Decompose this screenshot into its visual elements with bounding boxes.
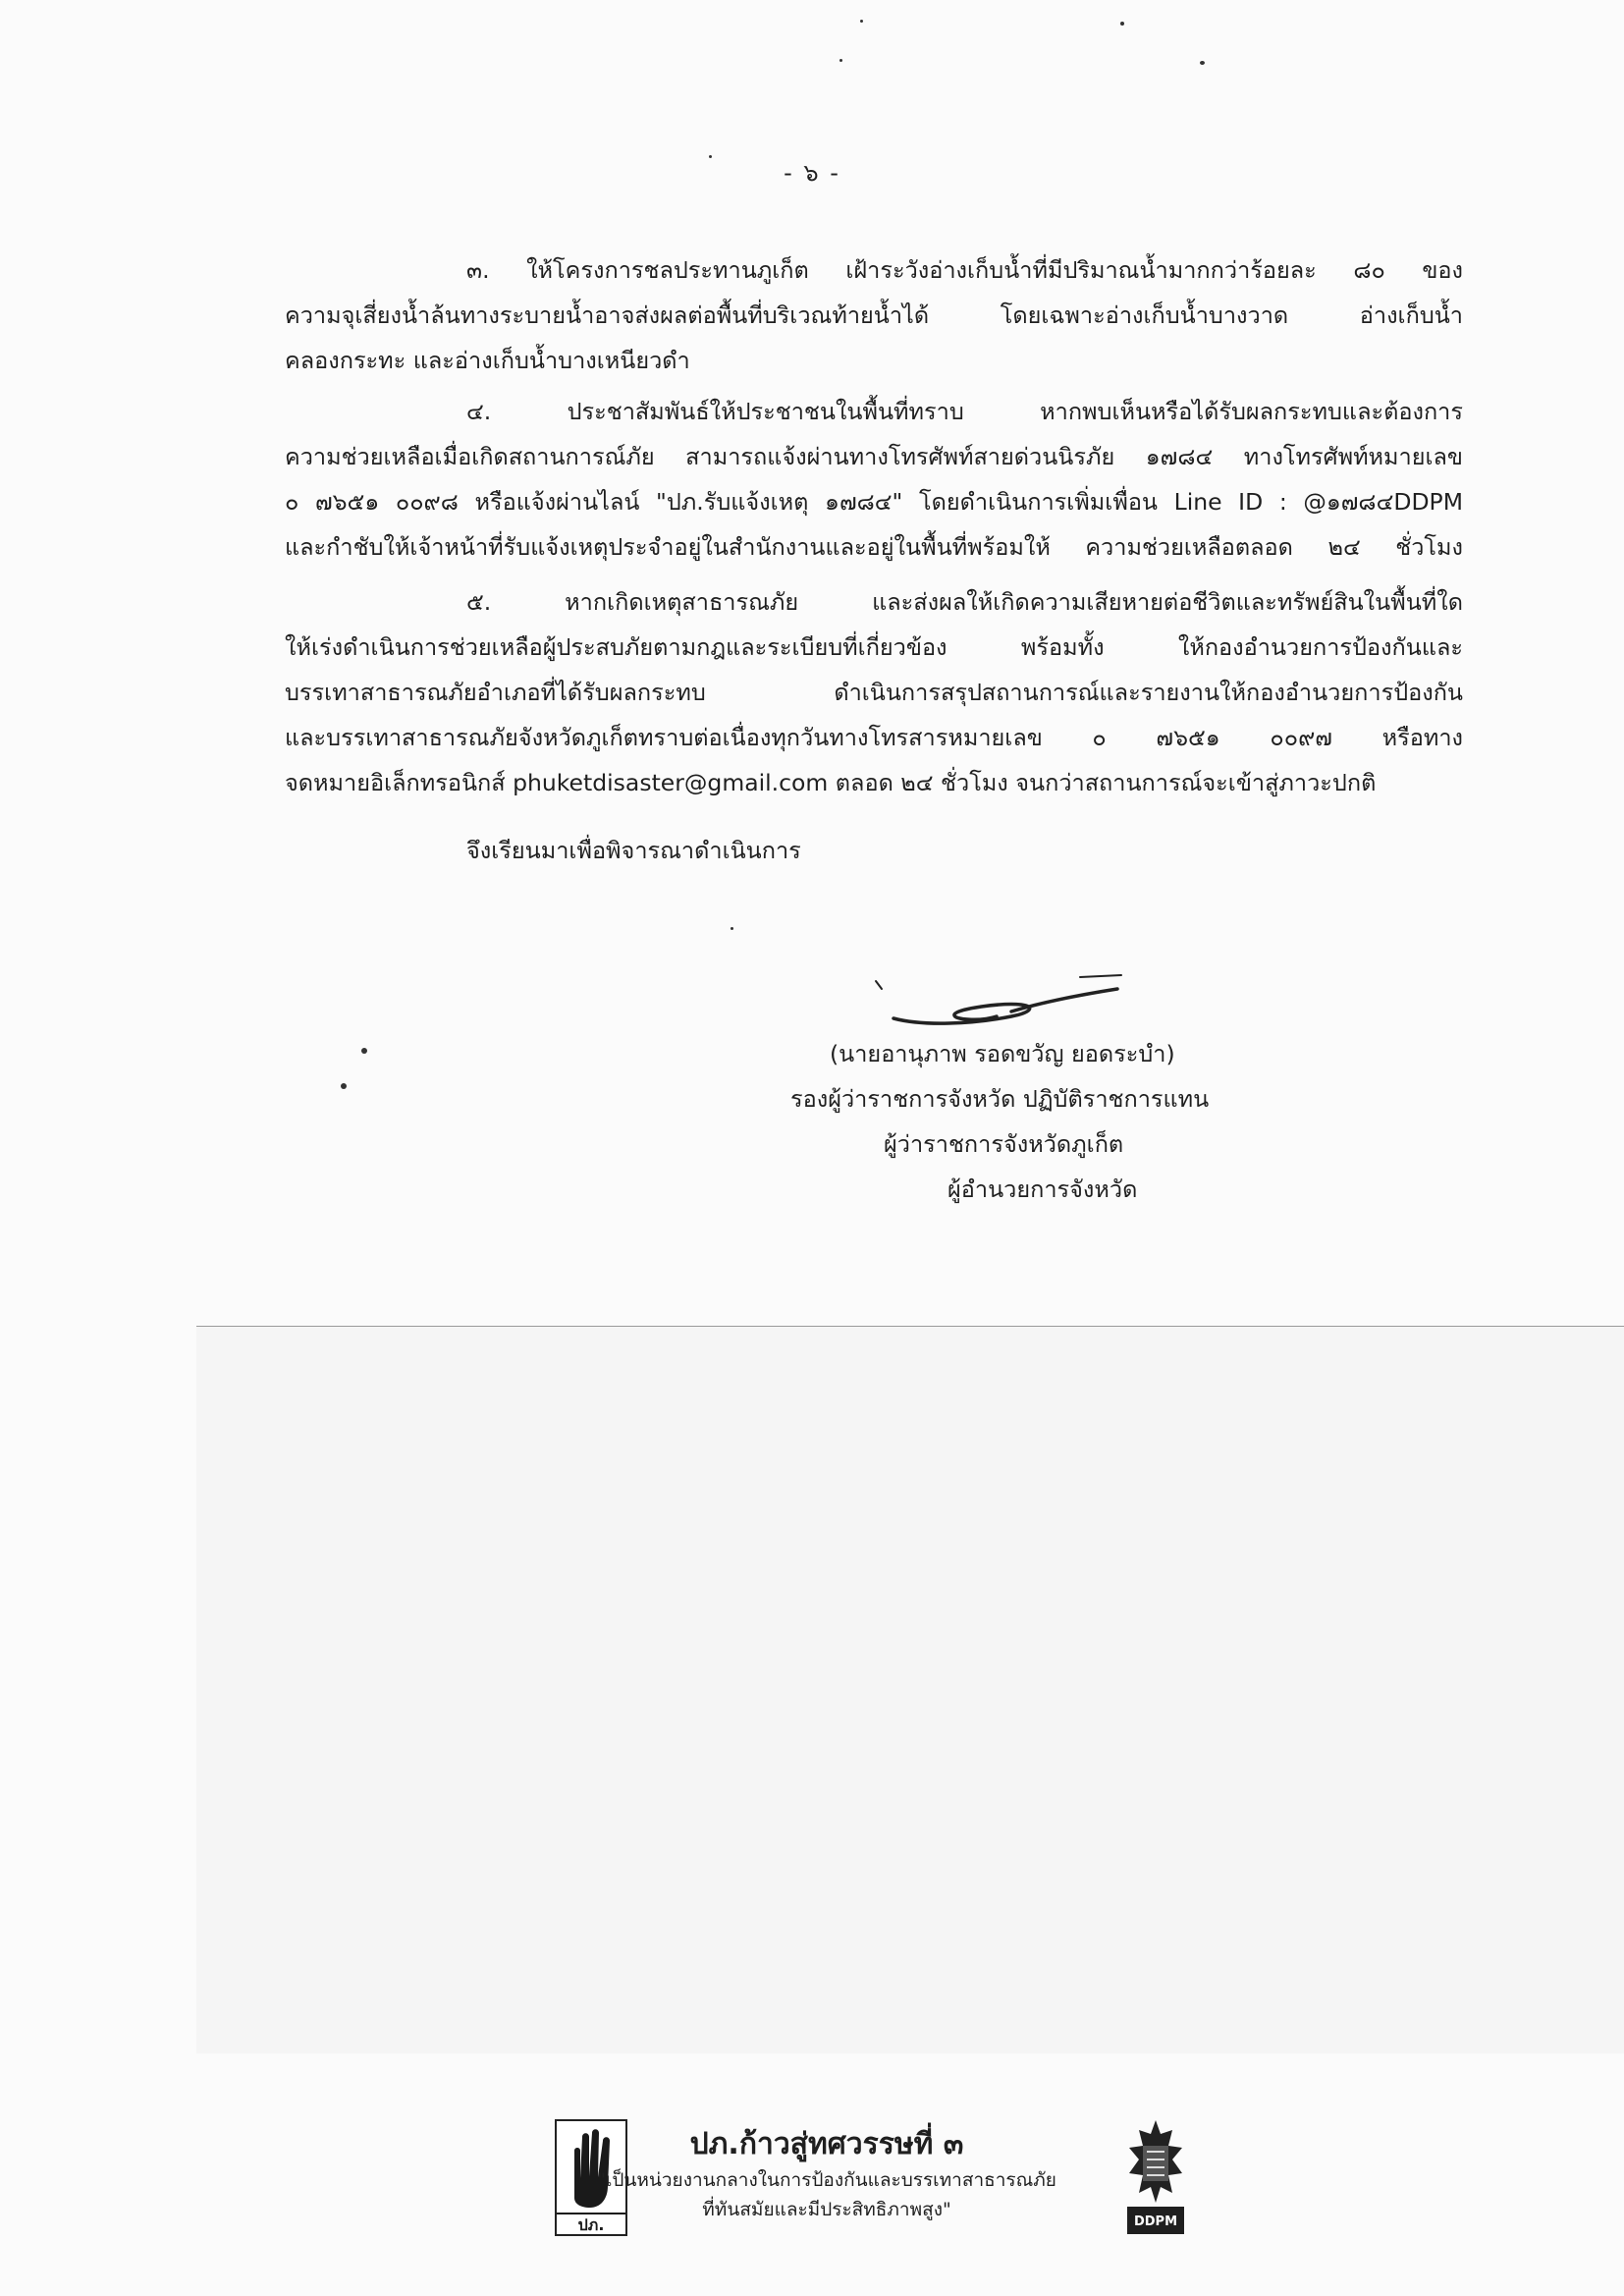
text-line: ให้เร่งดำเนินการช่วยเหลือผู้ประสบภัยตามกฎและระเบียบที่เกี่ยวข้อง พร้อมทั้ง ให้กองอำนวยการป้องกันและ (285, 633, 1463, 661)
scan-speck (1120, 22, 1124, 26)
text-line: จดหมายอิเล็กทรอนิกส์ phuketdisaster@gmail.com ตลอด ๒๔ ชั่วโมง จนกว่าสถานการณ์จะเข้าสู่ภาวะปกติ (285, 769, 1377, 796)
paragraph-item-4 (285, 389, 1463, 570)
shaded-scan-region (196, 1326, 1624, 2053)
slogan-title: ปภ.ก้าวสู่ทศวรรษที่ ๓ (689, 2127, 964, 2161)
text-line: ๔. ประชาสัมพันธ์ให้ประชาชนในพื้นที่ทราบ หากพบเห็นหรือได้รับผลกระทบและต้องการ (466, 398, 1463, 425)
signatory-title: ผู้อำนวยการจังหวัด (947, 1175, 1138, 1203)
signatory-title: รองผู้ว่าราชการจังหวัด ปฏิบัติราชการแทน (790, 1085, 1210, 1113)
scan-speck (1200, 61, 1205, 65)
text-line: ๕. หากเกิดเหตุสาธารณภัย และส่งผลให้เกิดความเสียหายต่อชีวิตและทรัพย์สินในพื้นที่ใด (466, 588, 1463, 616)
text-line: และบรรเทาสาธารณภัยจังหวัดภูเก็ตทราบต่อเนื่องทุกวันทางโทรสารหมายเลข ๐ ๗๖๕๑ ๐๐๙๗ หรือทาง (285, 724, 1463, 751)
signatory-name: (นายอานุภาพ รอดขวัญ ยอดระบำ) (830, 1040, 1175, 1067)
text-line: และกำชับให้เจ้าหน้าที่รับแจ้งเหตุประจำอยู่ในสำนักงานและอยู่ในพื้นที่พร้อมให้ ความช่วยเหลือตลอด ๒๔ ชั่วโมง (285, 533, 1463, 561)
text-line: คลองกระทะ และอ่างเก็บน้ำบางเหนียวดำ (285, 347, 690, 374)
text-line: ๐ ๗๖๕๑ ๐๐๙๘ หรือแจ้งผ่านไลน์ "ปภ.รับแจ้งเหตุ ๑๗๘๔" โดยดำเนินการเพิ่มเพื่อน Line ID : @๑๗๘๔DDPM (285, 488, 1463, 516)
scan-speck (341, 1083, 347, 1089)
signature-block (746, 1031, 1296, 1212)
slogan-line: "เป็นหน่วยงานกลางในการป้องกันและบรรเทาสาธารณภัย (597, 2169, 1056, 2191)
paragraph-item-5 (285, 579, 1463, 805)
signatory-title: ผู้ว่าราชการจังหวัดภูเก็ต (884, 1130, 1124, 1158)
scan-speck (361, 1048, 367, 1054)
slogan-line: ที่ทันสมัยและมีประสิทธิภาพสูง" (702, 2199, 951, 2220)
scan-speck (731, 927, 733, 930)
logo-right-text: DDPM (1133, 2214, 1178, 2229)
page-number: - ๖ - (784, 159, 840, 187)
ddpm-emblem-logo (1121, 2116, 1190, 2239)
scan-speck (839, 59, 842, 62)
text-line: ๓. ให้โครงการชลประทานภูเก็ต เฝ้าระวังอ่างเก็บน้ำที่มีปริมาณน้ำมากกว่าร้อยละ ๘๐ ของ (466, 256, 1463, 284)
logo-left-text: ปภ. (577, 2215, 605, 2234)
text-line: ความช่วยเหลือเมื่อเกิดสถานการณ์ภัย สามารถแจ้งผ่านทางโทรศัพท์สายด่วนนิรภัย ๑๗๘๔ ทางโทรศัพท์หมายเลข (285, 443, 1463, 470)
paragraph-item-3 (285, 247, 1463, 383)
scan-speck (860, 20, 863, 23)
text-line: ความจุเสี่ยงน้ำล้นทางระบายน้ำอาจส่งผลต่อพื้นที่บริเวณท้ายน้ำได้ โดยเฉพาะอ่างเก็บน้ำบางวาด อ่างเก็บน้ำ (285, 301, 1463, 329)
text-line: บรรเทาสาธารณภัยอำเภอที่ได้รับผลกระทบ ดำเนินการสรุปสถานการณ์และรายงานให้กองอำนวยการป้องกัน (285, 679, 1463, 706)
closing-line: จึงเรียนมาเพื่อพิจารณาดำเนินการ (466, 837, 801, 864)
